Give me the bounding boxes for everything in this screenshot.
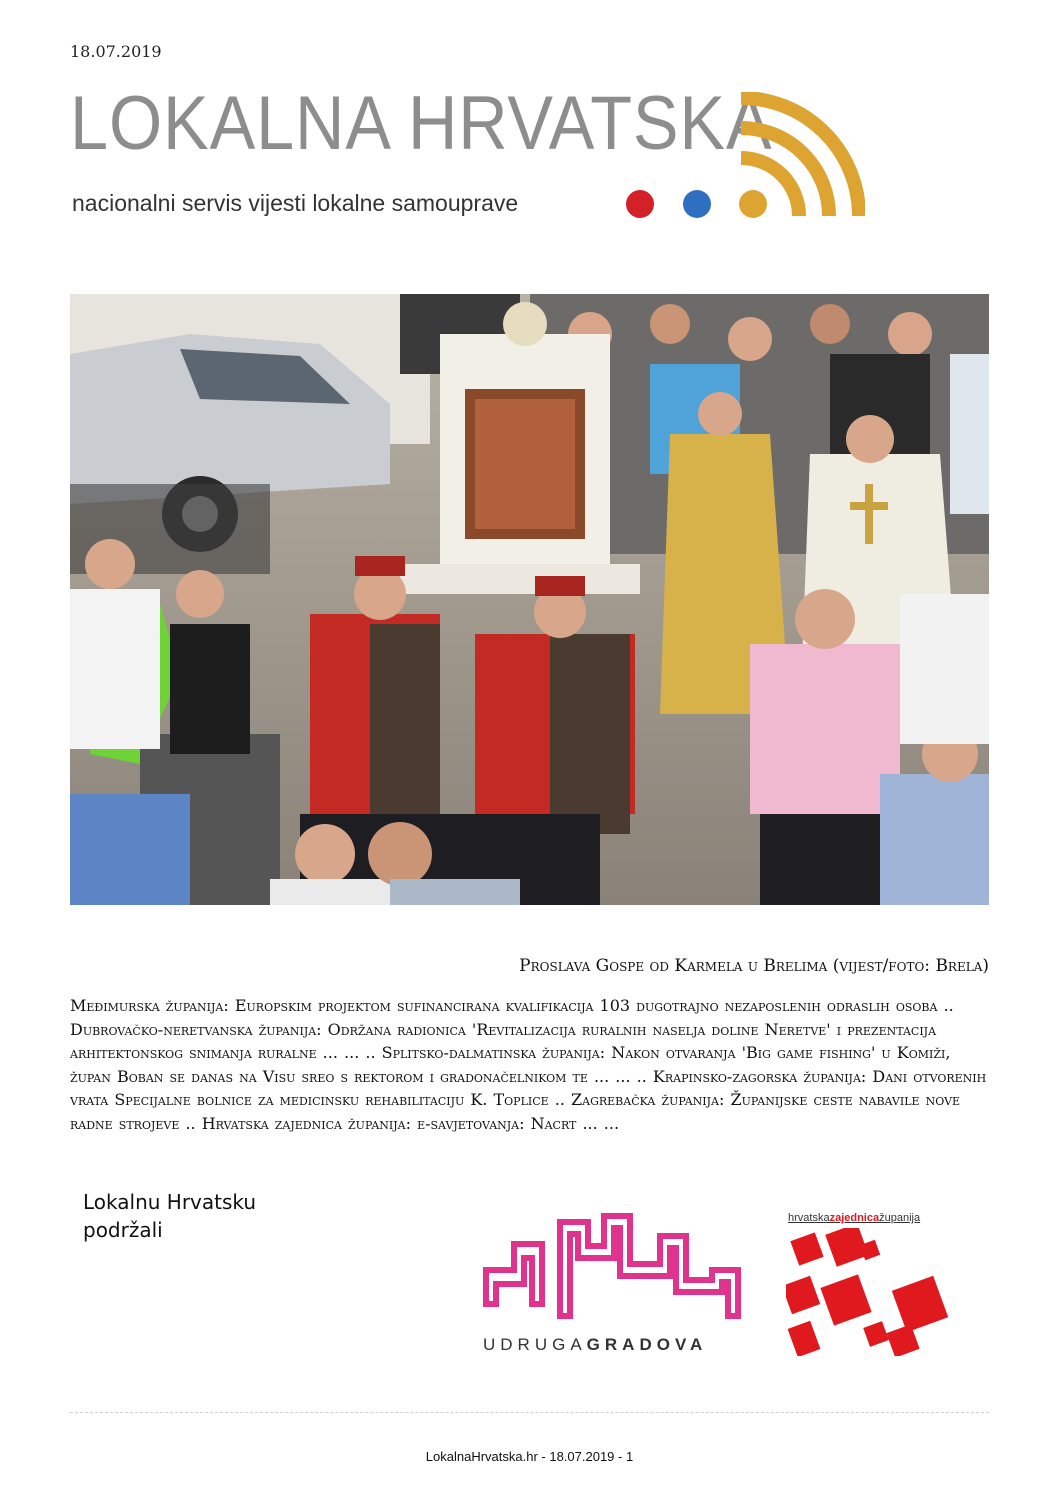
document-date: 18.07.2019 [70,42,162,61]
supporters-heading-line1: Lokalnu Hrvatsku [83,1190,257,1214]
hzz-part1: hrvatska [788,1212,830,1224]
procession-photo [70,294,989,905]
blue-dot [683,190,711,218]
logo-subtitle: nacionalni servis vijesti lokalne samouprave [72,190,519,216]
hzz-wordmark [788,1212,920,1224]
photo-caption: Proslava Gospe od Karmela u Brelima (vijest/foto: Brela) [519,956,989,976]
rss-feed-icon [735,92,865,222]
news-summary: Međimurska županija: Europskim projektom sufinancirana kvalifikacija 103 dugotrajno nezaposlenih odraslih osoba .. Dubrovačko-neretvanska županija: Održana radionica 'Revitalizacija ruralnih naselja doline Neretve' i prezentacija arhitektonskog snimanja ruralne ... ... .. Splitsko-dalmatinska županija: Nakon otvaranja 'Big game fishing' u Komiži, župan Boban se danas na Visu sreo s rektorom i gradonačelnikom te ... ... .. Krapinsko-zagorska županija: Dani otvorenih vrata Specijalne bolnice za medicinsku rehabilitaciju K. Toplice .. Zagrebačka županija: Županijske ceste nabavile nove radne strojeve .. Hrvatska zajednica županija: e-savjetovanja: Nacrt ... ... [70,996,987,1133]
red-dot [626,190,654,218]
page-footer: LokalnaHrvatska.hr - 18.07.2019 - 1 [425,1449,634,1464]
udruga-gradova-wordmark [483,1335,707,1355]
hzz-part3: županija [879,1212,921,1224]
hzz-part2: zajednica [829,1212,880,1224]
supporters-heading [83,1188,256,1244]
footer-divider [70,1412,989,1413]
logo-title: LOKALNA HRVATSKA [70,81,773,166]
supporters-heading-line2: podržali [83,1218,163,1242]
ug-part2: GRADOVA [586,1335,708,1354]
hzz-logo [786,1228,948,1356]
ug-part1: UDRUGA [483,1335,587,1354]
